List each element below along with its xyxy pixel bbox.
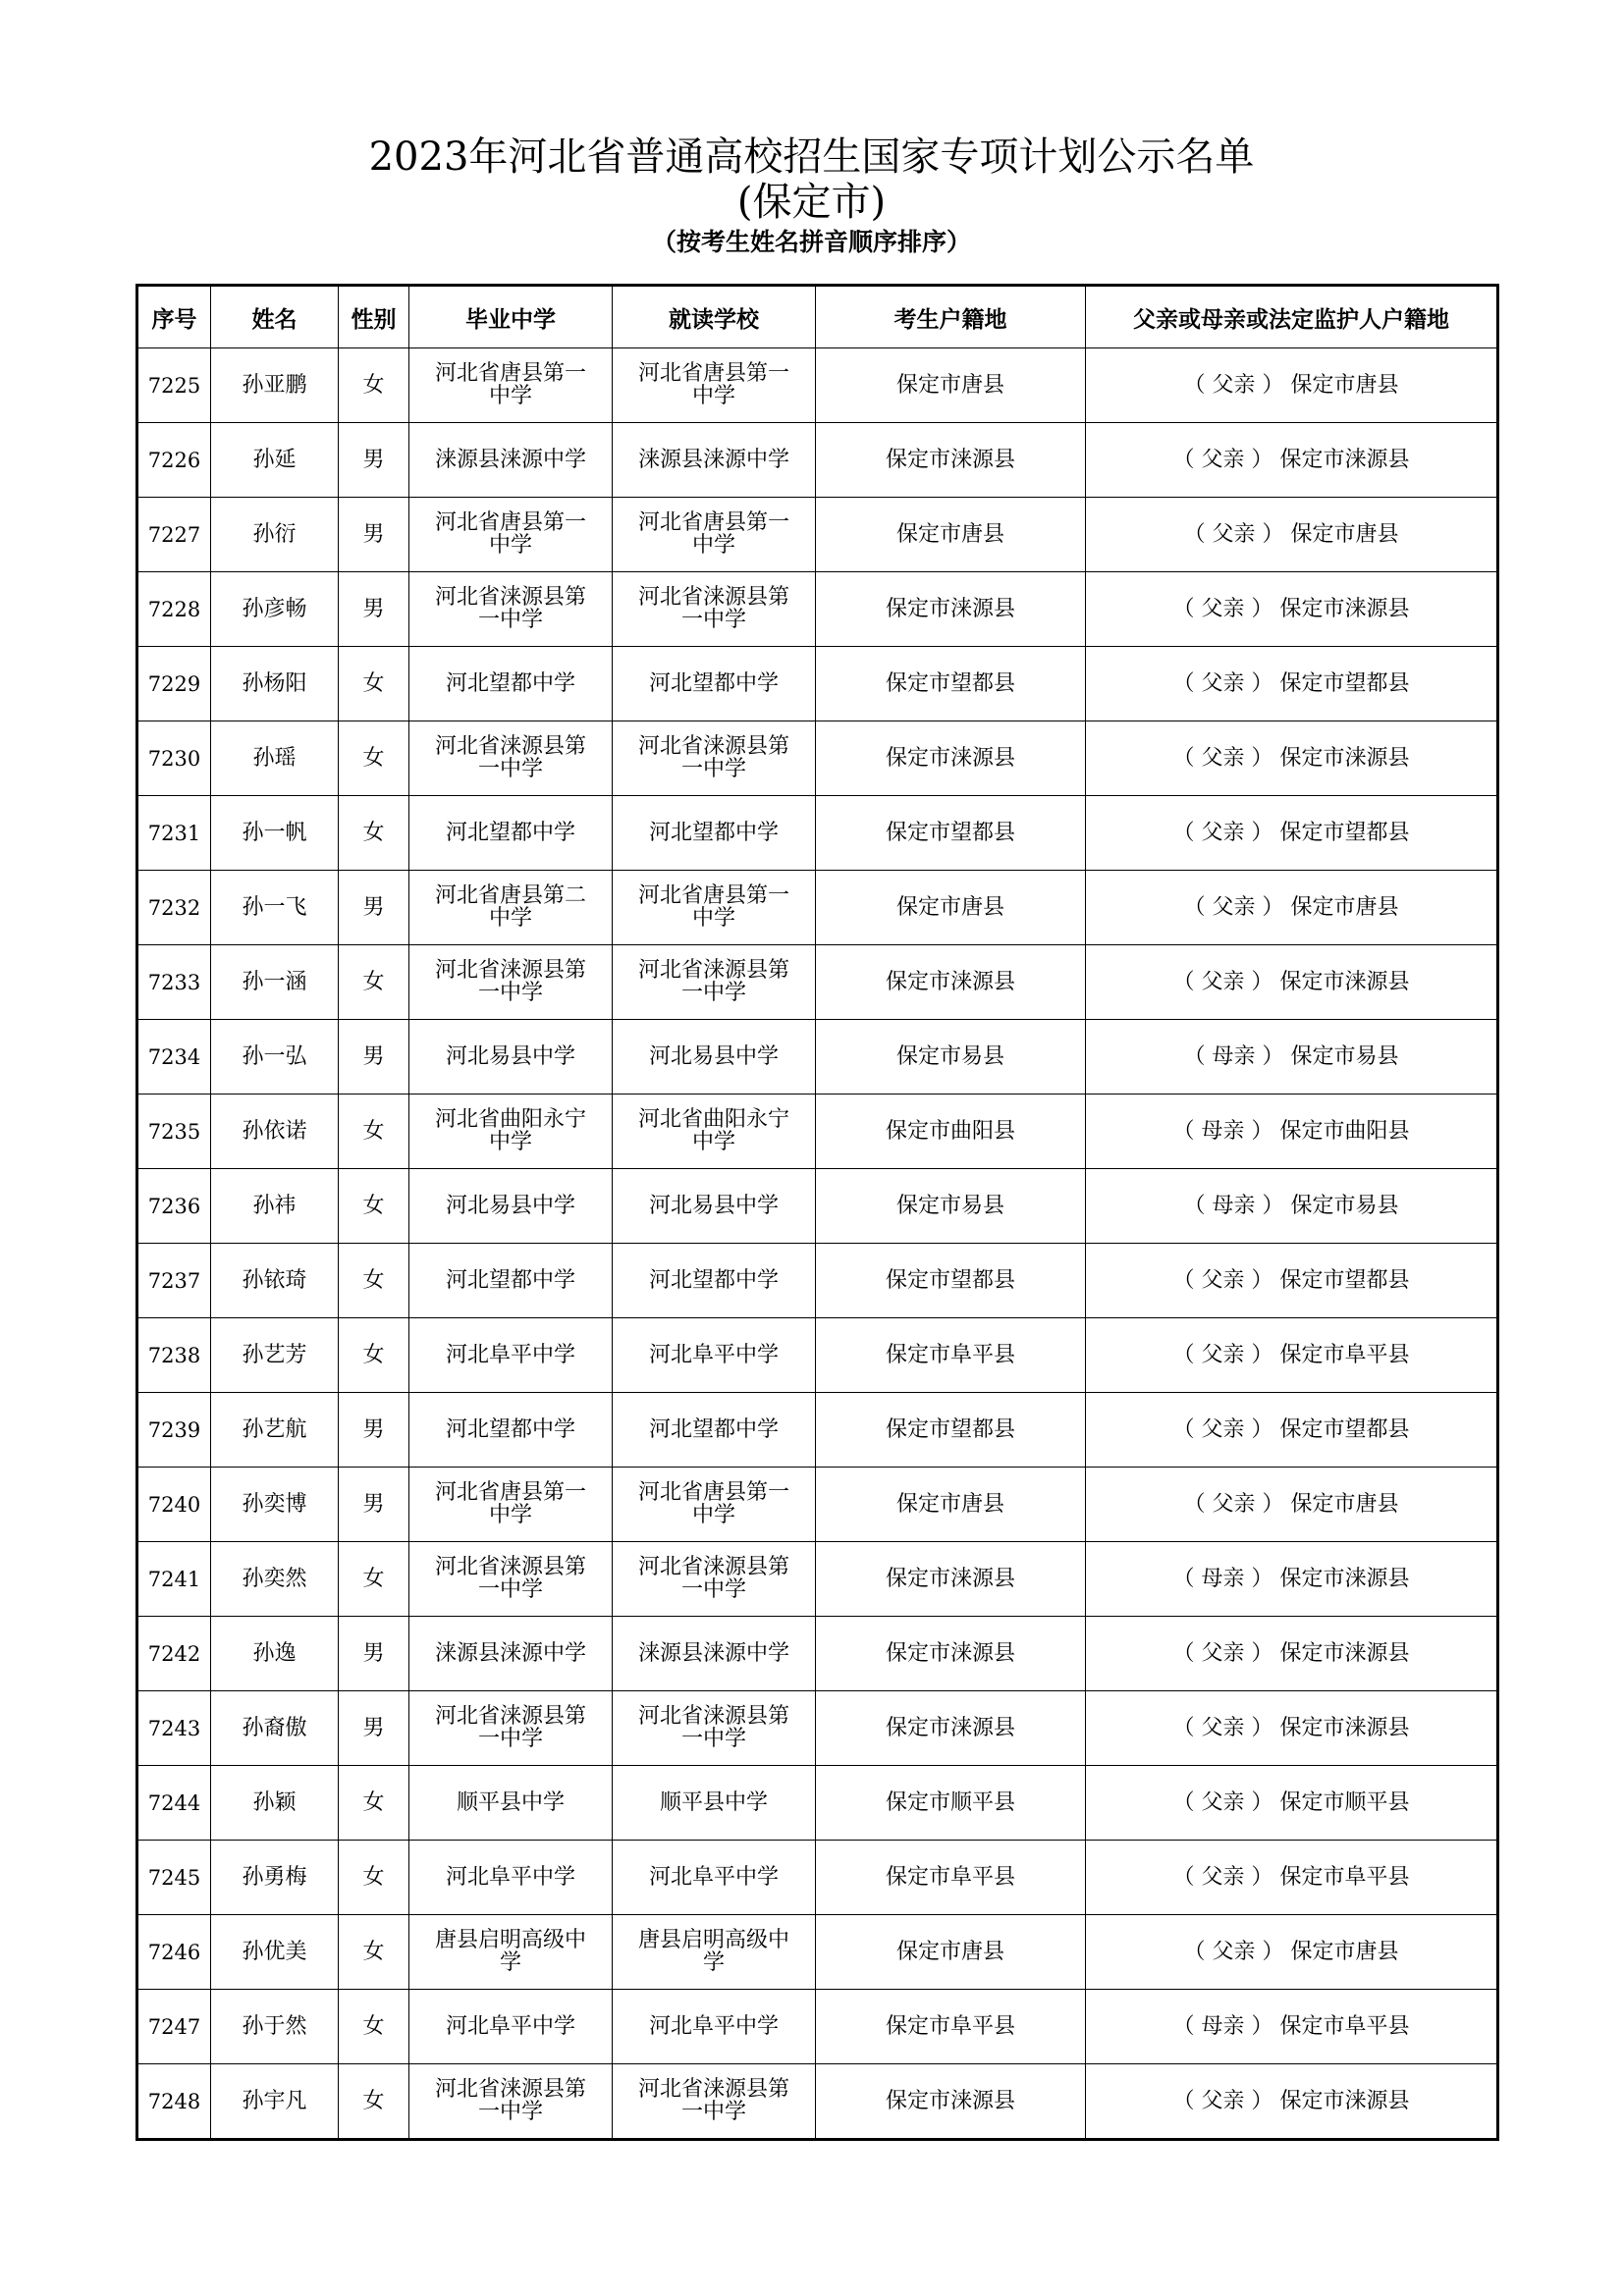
cell-current-school-text: 河北省涞源县第一中学: [637, 1704, 789, 1751]
header-seq: 序号: [137, 286, 211, 348]
cell-current-school-text: 顺平县中学: [659, 1789, 768, 1815]
table-row: [137, 647, 1498, 721]
cell-current-school-text: 河北望都中学: [648, 670, 779, 696]
cell-grad-school-text: 河北省涞源县第一中学: [434, 734, 586, 781]
cell-grad-school-text: 河北省唐县第一中学: [434, 1480, 586, 1527]
cell-current-school-text: 河北阜平中学: [648, 2013, 779, 2039]
header-gender: 性别: [339, 286, 409, 348]
cell-current-school: [613, 1542, 816, 1617]
cell-grad-school-text: 涞源县涞源中学: [434, 1640, 586, 1666]
cell-seq: 7237: [137, 1244, 211, 1318]
cell-guardian-household: （ 父亲 ） 保定市顺平县: [1086, 1766, 1498, 1841]
cell-name: 孙祎: [211, 1169, 339, 1244]
cell-seq: 7239: [137, 1393, 211, 1468]
table-row: [137, 1766, 1498, 1841]
cell-gender: 男: [339, 498, 409, 572]
cell-grad-school-text: 唐县启明高级中学: [434, 1928, 586, 1975]
cell-seq: 7228: [137, 572, 211, 647]
cell-household: 保定市涞源县: [816, 423, 1086, 498]
cell-guardian-household: （ 父亲 ） 保定市唐县: [1086, 348, 1498, 423]
cell-grad-school-text: 河北阜平中学: [445, 1342, 575, 1367]
header-grad-school: 毕业中学: [409, 286, 613, 348]
cell-name: 孙优美: [211, 1915, 339, 1990]
cell-current-school-text: 河北望都中学: [648, 820, 779, 845]
cell-grad-school-text: 涞源县涞源中学: [434, 447, 586, 472]
cell-current-school-text: 河北省唐县第一中学: [637, 510, 789, 558]
cell-grad-school: [409, 423, 613, 498]
table-row: [137, 945, 1498, 1020]
cell-grad-school-text: 河北省唐县第一中学: [434, 510, 586, 558]
cell-grad-school-text: 河北省涞源县第一中学: [434, 585, 586, 632]
cell-current-school-text: 河北阜平中学: [648, 1342, 779, 1367]
cell-name: 孙奕博: [211, 1468, 339, 1542]
cell-grad-school-text: 河北望都中学: [445, 1267, 575, 1293]
cell-household: 保定市阜平县: [816, 1841, 1086, 1915]
cell-gender: 女: [339, 796, 409, 871]
cell-guardian-household: （ 父亲 ） 保定市涞源县: [1086, 423, 1498, 498]
cell-gender: 女: [339, 348, 409, 423]
cell-current-school-text: 河北望都中学: [648, 1267, 779, 1293]
cell-current-school: [613, 1915, 816, 1990]
cell-guardian-household: （ 父亲 ） 保定市唐县: [1086, 871, 1498, 945]
cell-current-school-text: 涞源县涞源中学: [637, 447, 789, 472]
cell-gender: 女: [339, 1095, 409, 1169]
cell-current-school: [613, 498, 816, 572]
table-row: [137, 1617, 1498, 1691]
cell-grad-school-text: 河北望都中学: [445, 670, 575, 696]
roster-table: [135, 284, 1499, 2141]
cell-household: 保定市阜平县: [816, 1990, 1086, 2064]
cell-gender: 男: [339, 1617, 409, 1691]
table-row: [137, 871, 1498, 945]
cell-gender: 女: [339, 1915, 409, 1990]
cell-grad-school: [409, 871, 613, 945]
cell-gender: 女: [339, 1244, 409, 1318]
cell-current-school-text: 河北阜平中学: [648, 1864, 779, 1890]
cell-grad-school: [409, 945, 613, 1020]
cell-name: 孙延: [211, 423, 339, 498]
cell-grad-school: [409, 796, 613, 871]
cell-current-school: [613, 572, 816, 647]
cell-current-school: [613, 945, 816, 1020]
cell-current-school: [613, 796, 816, 871]
cell-household: 保定市望都县: [816, 647, 1086, 721]
cell-name: 孙依诺: [211, 1095, 339, 1169]
cell-guardian-household: （ 父亲 ） 保定市唐县: [1086, 498, 1498, 572]
cell-guardian-household: （ 父亲 ） 保定市阜平县: [1086, 1841, 1498, 1915]
cell-current-school: [613, 1841, 816, 1915]
cell-current-school: [613, 1766, 816, 1841]
cell-guardian-household: （ 母亲 ） 保定市涞源县: [1086, 1542, 1498, 1617]
cell-gender: 女: [339, 2064, 409, 2140]
cell-name: 孙杨阳: [211, 647, 339, 721]
cell-current-school: [613, 1617, 816, 1691]
cell-household: 保定市唐县: [816, 348, 1086, 423]
cell-gender: 男: [339, 572, 409, 647]
cell-seq: 7235: [137, 1095, 211, 1169]
cell-guardian-household: （ 父亲 ） 保定市涞源县: [1086, 945, 1498, 1020]
cell-gender: 男: [339, 1468, 409, 1542]
table-row: [137, 1393, 1498, 1468]
cell-guardian-household: （ 父亲 ） 保定市唐县: [1086, 1468, 1498, 1542]
table-row: [137, 1841, 1498, 1915]
cell-gender: 女: [339, 945, 409, 1020]
table-row: [137, 721, 1498, 796]
cell-current-school-text: 河北望都中学: [648, 1416, 779, 1442]
cell-grad-school-text: 河北省涞源县第一中学: [434, 2077, 586, 2124]
cell-seq: 7247: [137, 1990, 211, 2064]
cell-current-school-text: 河北省曲阳永宁中学: [637, 1107, 789, 1154]
cell-current-school-text: 河北易县中学: [648, 1043, 779, 1069]
cell-current-school-text: 河北省涞源县第一中学: [637, 958, 789, 1005]
cell-current-school-text: 唐县启明高级中学: [637, 1928, 789, 1975]
table-row: [137, 1691, 1498, 1766]
cell-current-school-text: 河北省唐县第一中学: [637, 883, 789, 931]
cell-household: 保定市涞源县: [816, 1691, 1086, 1766]
cell-name: 孙颖: [211, 1766, 339, 1841]
document-title: 2023年河北省普通高校招生国家专项计划公示名单: [368, 134, 1255, 180]
cell-grad-school-text: 河北省唐县第一中学: [434, 361, 586, 408]
cell-seq: 7234: [137, 1020, 211, 1095]
cell-grad-school-text: 河北省曲阳永宁中学: [434, 1107, 586, 1154]
cell-current-school: [613, 647, 816, 721]
sort-note: （按考生姓名拼音顺序排序）: [651, 228, 971, 256]
cell-seq: 7242: [137, 1617, 211, 1691]
cell-seq: 7244: [137, 1766, 211, 1841]
table-row: [137, 2064, 1498, 2140]
cell-grad-school: [409, 348, 613, 423]
cell-household: 保定市涞源县: [816, 1542, 1086, 1617]
cell-grad-school: [409, 572, 613, 647]
cell-current-school-text: 河北省涞源县第一中学: [637, 1555, 789, 1602]
cell-grad-school-text: 河北易县中学: [445, 1043, 575, 1069]
cell-seq: 7225: [137, 348, 211, 423]
cell-guardian-household: （ 母亲 ） 保定市曲阳县: [1086, 1095, 1498, 1169]
header-row: [137, 286, 1498, 348]
cell-household: 保定市易县: [816, 1020, 1086, 1095]
cell-name: 孙艺航: [211, 1393, 339, 1468]
cell-name: 孙勇梅: [211, 1841, 339, 1915]
cell-grad-school: [409, 647, 613, 721]
table-row: [137, 1468, 1498, 1542]
table-row: [137, 1990, 1498, 2064]
cell-gender: 男: [339, 1691, 409, 1766]
table-row: [137, 423, 1498, 498]
cell-name: 孙铱琦: [211, 1244, 339, 1318]
table-row: [137, 1244, 1498, 1318]
cell-grad-school-text: 河北阜平中学: [445, 1864, 575, 1890]
cell-current-school: [613, 348, 816, 423]
cell-current-school: [613, 1244, 816, 1318]
cell-current-school: [613, 1169, 816, 1244]
cell-seq: 7238: [137, 1318, 211, 1393]
cell-current-school: [613, 1468, 816, 1542]
cell-current-school-text: 河北省涞源县第一中学: [637, 585, 789, 632]
cell-gender: 女: [339, 1318, 409, 1393]
cell-household: 保定市顺平县: [816, 1766, 1086, 1841]
cell-grad-school-text: 河北望都中学: [445, 820, 575, 845]
cell-grad-school-text: 河北省唐县第二中学: [434, 883, 586, 931]
cell-guardian-household: （ 父亲 ） 保定市望都县: [1086, 647, 1498, 721]
cell-household: 保定市唐县: [816, 1915, 1086, 1990]
cell-gender: 女: [339, 721, 409, 796]
document-subtitle: (保定市): [736, 180, 887, 225]
cell-household: 保定市涞源县: [816, 572, 1086, 647]
header-current-school: 就读学校: [613, 286, 816, 348]
cell-name: 孙奕然: [211, 1542, 339, 1617]
cell-grad-school: [409, 1542, 613, 1617]
cell-guardian-household: （ 父亲 ） 保定市涞源县: [1086, 572, 1498, 647]
cell-guardian-household: （ 父亲 ） 保定市望都县: [1086, 1393, 1498, 1468]
cell-guardian-household: （ 父亲 ） 保定市唐县: [1086, 1915, 1498, 1990]
cell-current-school: [613, 2064, 816, 2140]
table-row: [137, 572, 1498, 647]
cell-household: 保定市涞源县: [816, 1617, 1086, 1691]
cell-current-school-text: 涞源县涞源中学: [637, 1640, 789, 1666]
cell-guardian-household: （ 母亲 ） 保定市易县: [1086, 1020, 1498, 1095]
cell-gender: 女: [339, 647, 409, 721]
cell-household: 保定市唐县: [816, 871, 1086, 945]
cell-gender: 男: [339, 1393, 409, 1468]
cell-grad-school: [409, 1990, 613, 2064]
cell-gender: 女: [339, 1766, 409, 1841]
cell-gender: 女: [339, 1542, 409, 1617]
cell-guardian-household: （ 父亲 ） 保定市涞源县: [1086, 2064, 1498, 2140]
cell-current-school-text: 河北省涞源县第一中学: [637, 734, 789, 781]
cell-grad-school-text: 河北省涞源县第一中学: [434, 1555, 586, 1602]
cell-name: 孙逸: [211, 1617, 339, 1691]
cell-grad-school: [409, 1318, 613, 1393]
table-row: [137, 1169, 1498, 1244]
cell-name: 孙衍: [211, 498, 339, 572]
cell-grad-school: [409, 1169, 613, 1244]
table-row: [137, 348, 1498, 423]
cell-current-school: [613, 1691, 816, 1766]
cell-gender: 女: [339, 1841, 409, 1915]
cell-grad-school-text: 河北阜平中学: [445, 2013, 575, 2039]
cell-name: 孙一涵: [211, 945, 339, 1020]
cell-grad-school: [409, 1468, 613, 1542]
cell-seq: 7231: [137, 796, 211, 871]
cell-current-school: [613, 1990, 816, 2064]
cell-household: 保定市望都县: [816, 1393, 1086, 1468]
cell-current-school: [613, 1095, 816, 1169]
header-name: 姓名: [211, 286, 339, 348]
cell-gender: 男: [339, 871, 409, 945]
cell-grad-school: [409, 1244, 613, 1318]
cell-seq: 7245: [137, 1841, 211, 1915]
cell-household: 保定市望都县: [816, 796, 1086, 871]
cell-guardian-household: （ 母亲 ） 保定市阜平县: [1086, 1990, 1498, 2064]
cell-gender: 女: [339, 1990, 409, 2064]
cell-seq: 7236: [137, 1169, 211, 1244]
cell-household: 保定市易县: [816, 1169, 1086, 1244]
table-row: [137, 1020, 1498, 1095]
cell-household: 保定市涞源县: [816, 2064, 1086, 2140]
cell-grad-school: [409, 1617, 613, 1691]
cell-grad-school: [409, 721, 613, 796]
cell-household: 保定市涞源县: [816, 721, 1086, 796]
cell-household: 保定市望都县: [816, 1244, 1086, 1318]
cell-guardian-household: （ 父亲 ） 保定市涞源县: [1086, 1617, 1498, 1691]
cell-current-school: [613, 1393, 816, 1468]
cell-grad-school: [409, 1841, 613, 1915]
cell-seq: 7243: [137, 1691, 211, 1766]
cell-household: 保定市涞源县: [816, 945, 1086, 1020]
cell-guardian-household: （ 父亲 ） 保定市涞源县: [1086, 721, 1498, 796]
cell-name: 孙一弘: [211, 1020, 339, 1095]
cell-household: 保定市阜平县: [816, 1318, 1086, 1393]
cell-grad-school-text: 河北望都中学: [445, 1416, 575, 1442]
cell-grad-school-text: 河北省涞源县第一中学: [434, 1704, 586, 1751]
cell-gender: 女: [339, 1169, 409, 1244]
header-guardian-household: 父亲或母亲或法定监护人户籍地: [1086, 286, 1498, 348]
cell-current-school-text: 河北省唐县第一中学: [637, 1480, 789, 1527]
cell-seq: 7241: [137, 1542, 211, 1617]
cell-name: 孙裔傲: [211, 1691, 339, 1766]
cell-grad-school-text: 河北易县中学: [445, 1193, 575, 1218]
cell-guardian-household: （ 母亲 ） 保定市易县: [1086, 1169, 1498, 1244]
cell-grad-school: [409, 1095, 613, 1169]
cell-guardian-household: （ 父亲 ） 保定市阜平县: [1086, 1318, 1498, 1393]
cell-grad-school: [409, 1766, 613, 1841]
table-row: [137, 1318, 1498, 1393]
cell-name: 孙于然: [211, 1990, 339, 2064]
cell-gender: 男: [339, 423, 409, 498]
cell-name: 孙一飞: [211, 871, 339, 945]
cell-grad-school: [409, 1915, 613, 1990]
cell-seq: 7240: [137, 1468, 211, 1542]
cell-name: 孙一帆: [211, 796, 339, 871]
table-row: [137, 498, 1498, 572]
cell-gender: 男: [339, 1020, 409, 1095]
header-household: 考生户籍地: [816, 286, 1086, 348]
cell-household: 保定市唐县: [816, 1468, 1086, 1542]
cell-name: 孙宇凡: [211, 2064, 339, 2140]
cell-grad-school: [409, 1020, 613, 1095]
cell-name: 孙艺芳: [211, 1318, 339, 1393]
cell-seq: 7227: [137, 498, 211, 572]
cell-guardian-household: （ 父亲 ） 保定市涞源县: [1086, 1691, 1498, 1766]
cell-guardian-household: （ 父亲 ） 保定市望都县: [1086, 796, 1498, 871]
cell-seq: 7248: [137, 2064, 211, 2140]
cell-current-school: [613, 423, 816, 498]
cell-guardian-household: （ 父亲 ） 保定市望都县: [1086, 1244, 1498, 1318]
cell-current-school: [613, 871, 816, 945]
cell-seq: 7233: [137, 945, 211, 1020]
cell-current-school-text: 河北省唐县第一中学: [637, 361, 789, 408]
cell-current-school: [613, 1020, 816, 1095]
cell-household: 保定市曲阳县: [816, 1095, 1086, 1169]
cell-grad-school-text: 顺平县中学: [456, 1789, 565, 1815]
cell-seq: 7226: [137, 423, 211, 498]
cell-current-school: [613, 1318, 816, 1393]
table-row: [137, 1542, 1498, 1617]
cell-grad-school: [409, 2064, 613, 2140]
table-row: [137, 796, 1498, 871]
cell-name: 孙彦畅: [211, 572, 339, 647]
cell-name: 孙瑶: [211, 721, 339, 796]
cell-seq: 7230: [137, 721, 211, 796]
cell-grad-school-text: 河北省涞源县第一中学: [434, 958, 586, 1005]
cell-current-school: [613, 721, 816, 796]
cell-name: 孙亚鹏: [211, 348, 339, 423]
cell-seq: 7246: [137, 1915, 211, 1990]
roster-body: [137, 348, 1498, 2140]
cell-grad-school: [409, 1691, 613, 1766]
cell-seq: 7229: [137, 647, 211, 721]
cell-current-school-text: 河北省涞源县第一中学: [637, 2077, 789, 2124]
cell-grad-school: [409, 1393, 613, 1468]
cell-seq: 7232: [137, 871, 211, 945]
table-row: [137, 1095, 1498, 1169]
table-row: [137, 1915, 1498, 1990]
cell-household: 保定市唐县: [816, 498, 1086, 572]
cell-current-school-text: 河北易县中学: [648, 1193, 779, 1218]
cell-grad-school: [409, 498, 613, 572]
